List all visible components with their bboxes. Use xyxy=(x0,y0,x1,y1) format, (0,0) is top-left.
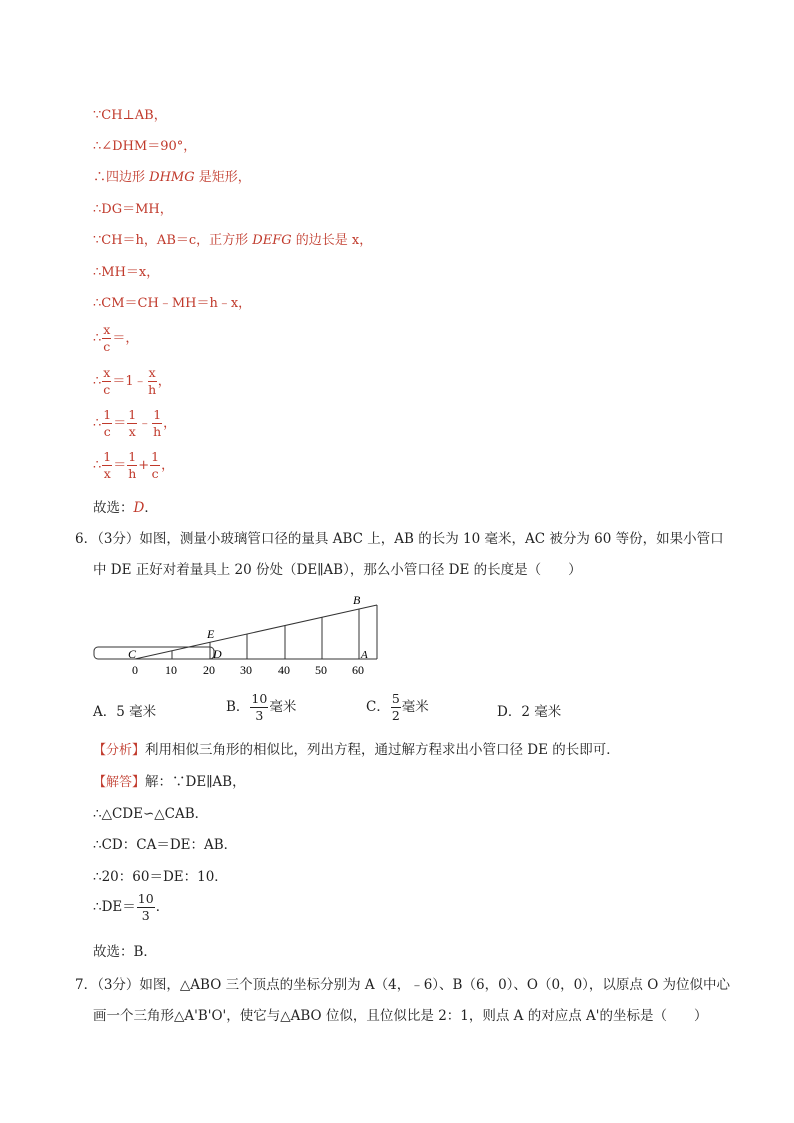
q5-choice xyxy=(93,496,158,516)
choice-tail: ． xyxy=(144,500,158,516)
proof-line-3-a: ∴四边形 xyxy=(93,170,150,185)
proof-line-9 xyxy=(93,367,171,396)
fraction xyxy=(391,693,401,722)
numerator: 5 xyxy=(391,691,400,706)
option-c-label: C． xyxy=(366,699,390,715)
numerator: 1 xyxy=(103,449,112,464)
tick-label: 10 xyxy=(165,663,177,677)
option-b[interactable] xyxy=(226,693,296,722)
choice-label: 故选： xyxy=(93,500,134,516)
tick-label: 40 xyxy=(278,663,290,677)
q7-stem-line-1: 7．（3分）如图，△ABO 三个顶点的坐标分别为 A（4，﹣6）、B（6，0）、O（0，0），以原点 O 为位似中心 xyxy=(75,977,731,993)
denominator: 2 xyxy=(391,707,400,723)
fraction xyxy=(152,409,162,438)
proof-line-5-a: ∵CH＝h，AB＝c，正方形 xyxy=(93,233,253,248)
proof-line-6: ∴MH＝x， xyxy=(93,265,160,280)
fraction xyxy=(102,451,112,480)
tick-label: 60 xyxy=(352,663,364,677)
proof-line-4: ∴DG＝MH， xyxy=(93,202,173,217)
choice-value: D xyxy=(133,500,145,516)
denominator: c xyxy=(103,381,111,397)
operator: ﹣ xyxy=(138,416,152,431)
numerator: 1 xyxy=(151,449,160,464)
proof-line-5-b: DEFG xyxy=(252,233,292,248)
proof-line-10 xyxy=(93,409,176,438)
therefore-sign: ∴ xyxy=(93,458,102,473)
fraction xyxy=(137,893,155,922)
tick-label: 30 xyxy=(240,663,252,677)
denominator: c xyxy=(151,465,159,481)
fraction xyxy=(127,451,137,480)
therefore-sign: ∴ xyxy=(93,416,102,431)
label-e: E xyxy=(207,627,215,641)
equation-tail: ， xyxy=(157,374,171,389)
equation-tail: ＝， xyxy=(112,331,139,346)
fraction xyxy=(250,693,268,722)
denominator: c xyxy=(103,423,111,439)
tick-label: 50 xyxy=(315,663,327,677)
numerator: 1 xyxy=(103,407,112,422)
equals-sign: ＝ xyxy=(113,416,127,431)
option-b-label: B． xyxy=(226,699,250,715)
proof-line-7: ∴CM＝CH﹣MH＝h﹣x， xyxy=(93,296,252,311)
equation-middle: ＝1﹣ xyxy=(112,374,147,389)
denominator: x xyxy=(128,423,136,439)
option-a[interactable]: A．5 毫米 xyxy=(93,704,157,720)
fraction xyxy=(102,409,112,438)
label-b: B xyxy=(353,593,361,607)
numerator: 1 xyxy=(153,407,162,422)
fraction xyxy=(150,451,160,480)
q6-answer-intro xyxy=(93,770,246,790)
tick-label: 0 xyxy=(132,663,138,677)
q6-stem-line-2: 中 DE 正好对着量具上 20 份处（DE∥AB），那么小管口径 DE 的长度是（ ） xyxy=(93,562,582,578)
q7-stem-line-2: 画一个三角形△A'B'O'，使它与△ABO 位似，且位似比是 2：1，则点 A 的对应点 A'的坐标是（ ） xyxy=(93,1008,708,1024)
proof-line-1: ∵CH⊥AB， xyxy=(93,108,167,123)
proof-line-11 xyxy=(93,451,174,480)
fraction xyxy=(148,367,157,396)
q6-step-4 xyxy=(93,893,169,922)
proof-line-5 xyxy=(93,229,372,248)
equation-tail: ， xyxy=(163,416,177,431)
q6-choice: 故选：B． xyxy=(93,944,157,960)
answer-intro-text: 解：∵DE∥AB， xyxy=(145,774,246,790)
proof-line-8 xyxy=(93,324,138,353)
therefore-sign: ∴ xyxy=(93,331,102,346)
numerator: 10 xyxy=(251,691,268,706)
option-c[interactable] xyxy=(366,693,429,722)
numerator: x xyxy=(148,365,156,380)
denominator: c xyxy=(103,338,111,354)
step-4-tail: ． xyxy=(155,899,170,915)
proof-line-3 xyxy=(93,166,251,185)
option-b-unit: 毫米 xyxy=(269,699,297,715)
denominator: h xyxy=(148,381,157,397)
q6-analysis xyxy=(93,738,620,758)
label-d: D xyxy=(213,647,222,661)
numerator: 1 xyxy=(128,407,137,422)
analysis-text: 利用相似三角形的相似比，列出方程，通过解方程求出小管口径 DE 的长即可． xyxy=(145,742,620,758)
q6-step-2: ∴CD：CA＝DE：AB． xyxy=(93,837,238,853)
tick-label: 20 xyxy=(203,663,215,677)
step-4-lhs: ∴DE＝ xyxy=(93,899,136,915)
numerator: x xyxy=(103,365,111,380)
fraction xyxy=(102,367,111,396)
fraction xyxy=(102,324,111,353)
answer-tag: 【解答】 xyxy=(93,775,146,790)
denominator: h xyxy=(153,423,162,439)
proof-line-2: ∴∠DHM＝90°， xyxy=(93,139,197,154)
tick-marks xyxy=(172,617,322,659)
numerator: 1 xyxy=(128,449,137,464)
denominator: 3 xyxy=(255,707,264,723)
therefore-sign: ∴ xyxy=(93,374,102,389)
label-a: A xyxy=(361,649,368,661)
denominator: x xyxy=(103,465,111,481)
equals-sign: ＝ xyxy=(113,458,127,473)
analysis-tag: 【分析】 xyxy=(93,743,146,758)
gauge-slope-line xyxy=(135,605,377,659)
proof-line-5-c: 的边长是 x， xyxy=(291,233,373,248)
proof-line-3-b: DHMG xyxy=(149,170,195,185)
denominator: h xyxy=(128,465,137,481)
q6-figure xyxy=(90,590,390,680)
denominator: 3 xyxy=(141,907,150,923)
q6-step-1: ∴△CDE∽△CAB． xyxy=(93,806,209,822)
equation-tail: ， xyxy=(161,458,175,473)
numerator: x xyxy=(103,322,111,337)
q6-step-3: ∴20：60＝DE：10． xyxy=(93,869,228,885)
option-d[interactable]: D．2 毫米 xyxy=(497,704,562,720)
glass-tube xyxy=(94,647,214,659)
label-c: C xyxy=(128,647,137,661)
fraction xyxy=(127,409,137,438)
numerator: 10 xyxy=(137,891,154,906)
proof-line-3-c: 是矩形， xyxy=(194,170,251,185)
option-c-unit: 毫米 xyxy=(401,699,429,715)
operator: + xyxy=(138,458,150,473)
q6-stem-line-1: 6．（3分）如图，测量小玻璃管口径的量具 ABC 上，AB 的长为 10 毫米，AC 被分为 60 等份，如果小管口 xyxy=(75,531,724,547)
